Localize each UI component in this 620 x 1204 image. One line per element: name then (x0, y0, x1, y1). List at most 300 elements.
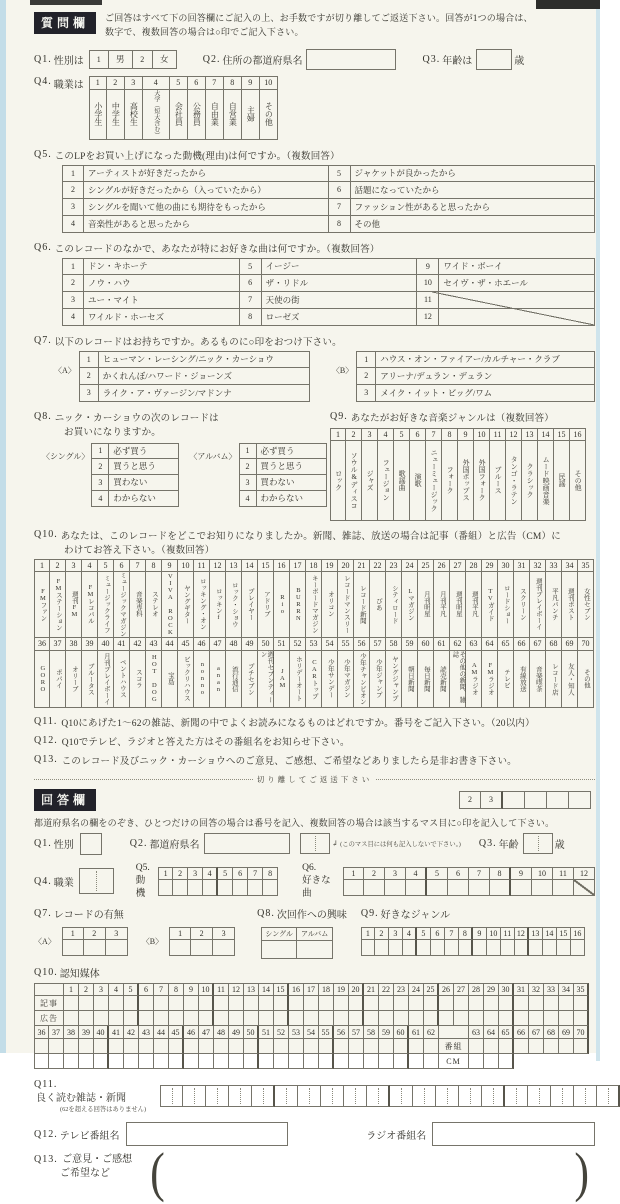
media-number[interactable]: 14 (242, 559, 258, 572)
media-answer-cell[interactable] (304, 1039, 319, 1054)
media-answer-cell[interactable] (184, 1039, 199, 1054)
media-number[interactable]: 35 (578, 559, 594, 572)
song-answer-cell[interactable] (406, 880, 427, 896)
media-answer-cell[interactable] (79, 1054, 94, 1069)
media-answer-cell[interactable] (379, 1039, 394, 1054)
media-answer-cell[interactable] (394, 996, 409, 1011)
genre-answer-cell[interactable] (445, 940, 459, 956)
media-answer-cell[interactable] (529, 1039, 544, 1054)
media-number[interactable]: 65 (498, 638, 514, 651)
song-answer-cell[interactable] (448, 880, 469, 896)
media-number[interactable]: 56 (354, 638, 370, 651)
media-number[interactable]: 62 (450, 638, 466, 651)
media-answer-cell[interactable] (349, 1054, 364, 1069)
intent-number[interactable]: 1 (91, 443, 109, 459)
media-number[interactable]: 13 (226, 559, 242, 572)
media-answer-cell[interactable] (184, 996, 199, 1011)
magazine-answer-cell[interactable] (367, 1085, 390, 1107)
media-answer-cell[interactable] (274, 1039, 289, 1054)
media-answer-cell[interactable] (349, 1011, 364, 1026)
media-number[interactable]: 22 (370, 559, 386, 572)
genre-answer-cell[interactable] (515, 940, 529, 956)
media-number[interactable]: 31 (514, 559, 530, 572)
media-number[interactable]: 19 (322, 559, 338, 572)
media-number[interactable]: 46 (194, 638, 210, 651)
media-number[interactable]: 36 (34, 638, 50, 651)
genre-answer-cell[interactable] (473, 940, 487, 956)
media-number[interactable]: 5 (98, 559, 114, 572)
intent-number[interactable]: 2 (91, 459, 109, 475)
genre-answer-cell[interactable] (459, 940, 473, 956)
song-number[interactable]: 12 (417, 309, 439, 326)
occupation-number[interactable]: 8 (224, 76, 242, 90)
sex-option-number[interactable]: 1 (89, 50, 109, 69)
media-answer-cell[interactable] (199, 1011, 214, 1026)
media-number[interactable]: 52 (290, 638, 306, 651)
media-answer-cell[interactable] (574, 1011, 589, 1026)
magazine-answer-cell[interactable] (298, 1085, 321, 1107)
genre-number[interactable]: 7 (426, 428, 442, 441)
motive-number[interactable]: 2 (62, 182, 84, 199)
media-number[interactable]: 32 (530, 559, 546, 572)
song-number[interactable]: 6 (240, 275, 262, 292)
song-number[interactable]: 7 (240, 292, 262, 309)
media-answer-cell[interactable] (124, 1054, 139, 1069)
media-answer-cell[interactable] (49, 1039, 64, 1054)
next-release-cell[interactable] (297, 941, 333, 959)
media-answer-cell[interactable] (274, 996, 289, 1011)
occupation-number[interactable]: 4 (143, 76, 170, 90)
genre-answer-cell[interactable] (403, 940, 417, 956)
song-number[interactable]: 5 (240, 258, 262, 275)
comments-input-area[interactable] (165, 1153, 575, 1187)
media-answer-cell[interactable] (94, 1039, 109, 1054)
song-answer-cell[interactable] (427, 880, 448, 896)
media-number[interactable]: 40 (98, 638, 114, 651)
media-number[interactable]: 20 (338, 559, 354, 572)
motive-number[interactable]: 7 (329, 199, 351, 216)
magazine-answer-cell[interactable] (321, 1085, 344, 1107)
media-number[interactable]: 21 (354, 559, 370, 572)
record-b-answer-cell[interactable] (191, 940, 213, 956)
prefecture-answer-box[interactable] (204, 833, 290, 854)
song-number[interactable]: 8 (240, 309, 262, 326)
media-answer-cell[interactable] (109, 996, 124, 1011)
media-answer-cell[interactable] (469, 1054, 484, 1069)
media-answer-cell[interactable] (304, 1054, 319, 1069)
media-answer-cell[interactable] (199, 996, 214, 1011)
media-answer-cell[interactable] (139, 1054, 154, 1069)
intent-number[interactable]: 3 (239, 475, 257, 491)
media-answer-cell[interactable] (274, 1054, 289, 1069)
media-answer-cell[interactable] (109, 1054, 124, 1069)
media-answer-cell[interactable] (514, 1011, 529, 1026)
media-number[interactable]: 49 (242, 638, 258, 651)
song-number[interactable]: 3 (62, 292, 84, 309)
media-number[interactable]: 3 (66, 559, 82, 572)
media-answer-cell[interactable] (559, 1011, 574, 1026)
media-answer-cell[interactable] (289, 996, 304, 1011)
record-a-answer-cell[interactable] (106, 940, 128, 956)
media-answer-cell[interactable] (544, 1011, 559, 1026)
media-number[interactable]: 39 (82, 638, 98, 651)
media-answer-cell[interactable] (214, 996, 229, 1011)
magazine-answer-cell[interactable] (459, 1085, 482, 1107)
occupation-number[interactable]: 6 (188, 76, 206, 90)
media-answer-cell[interactable] (379, 1054, 394, 1069)
magazine-answer-cell[interactable] (344, 1085, 367, 1107)
media-answer-cell[interactable] (484, 996, 499, 1011)
song-answer-cell[interactable] (532, 880, 553, 896)
media-answer-cell[interactable] (454, 1011, 469, 1026)
occupation-number[interactable]: 3 (125, 76, 143, 90)
media-answer-cell[interactable] (169, 996, 184, 1011)
media-number[interactable]: 48 (226, 638, 242, 651)
prefecture-code-box[interactable] (300, 833, 330, 854)
genre-number[interactable]: 3 (362, 428, 378, 441)
intent-number[interactable]: 1 (239, 443, 257, 459)
media-answer-cell[interactable] (334, 996, 349, 1011)
motive-answer-cell[interactable] (188, 880, 203, 896)
genre-number[interactable]: 16 (570, 428, 586, 441)
media-answer-cell[interactable] (214, 1054, 229, 1069)
media-answer-cell[interactable] (94, 1054, 109, 1069)
media-answer-cell[interactable] (484, 1011, 499, 1026)
media-number[interactable]: 10 (178, 559, 194, 572)
media-number[interactable]: 4 (82, 559, 98, 572)
genre-number[interactable]: 6 (410, 428, 426, 441)
media-answer-cell[interactable] (244, 996, 259, 1011)
motive-answer-cell[interactable] (263, 880, 278, 896)
media-answer-cell[interactable] (229, 996, 244, 1011)
media-answer-cell[interactable] (529, 996, 544, 1011)
song-number[interactable]: 9 (417, 258, 439, 275)
genre-number[interactable]: 13 (522, 428, 538, 441)
media-answer-cell[interactable] (184, 1054, 199, 1069)
media-number[interactable]: 30 (498, 559, 514, 572)
magazine-answer-cell[interactable] (436, 1085, 459, 1107)
media-answer-cell[interactable] (109, 1039, 124, 1054)
media-answer-cell[interactable] (214, 1011, 229, 1026)
media-answer-cell[interactable] (559, 996, 574, 1011)
media-answer-cell[interactable] (484, 1054, 499, 1069)
media-answer-cell[interactable] (64, 1054, 79, 1069)
media-number[interactable]: 7 (130, 559, 146, 572)
media-answer-cell[interactable] (49, 1054, 64, 1069)
media-number[interactable]: 12 (210, 559, 226, 572)
genre-number[interactable]: 2 (346, 428, 362, 441)
media-answer-cell[interactable] (289, 1054, 304, 1069)
media-answer-cell[interactable] (259, 1011, 274, 1026)
media-answer-cell[interactable] (439, 996, 454, 1011)
media-answer-cell[interactable] (364, 1011, 379, 1026)
sex-option-number[interactable]: 2 (133, 50, 153, 69)
media-answer-cell[interactable] (169, 1039, 184, 1054)
magazine-answer-cell[interactable] (413, 1085, 436, 1107)
genre-number[interactable]: 12 (506, 428, 522, 441)
media-number[interactable]: 8 (146, 559, 162, 572)
media-answer-cell[interactable] (409, 996, 424, 1011)
media-number[interactable]: 42 (130, 638, 146, 651)
intent-number[interactable]: 4 (239, 491, 257, 507)
media-answer-cell[interactable] (34, 1039, 49, 1054)
magazine-answer-cell[interactable] (229, 1085, 252, 1107)
song-number[interactable]: 2 (62, 275, 84, 292)
media-number[interactable]: 67 (530, 638, 546, 651)
media-number[interactable]: 50 (258, 638, 274, 651)
song-answer-cell[interactable] (385, 880, 406, 896)
genre-number[interactable]: 1 (330, 428, 346, 441)
motive-answer-cell[interactable] (173, 880, 188, 896)
genre-number[interactable]: 5 (394, 428, 410, 441)
media-answer-cell[interactable] (199, 1039, 214, 1054)
occupation-number[interactable]: 7 (206, 76, 224, 90)
media-answer-cell[interactable] (229, 1054, 244, 1069)
media-number[interactable]: 63 (466, 638, 482, 651)
media-number[interactable]: 37 (50, 638, 66, 651)
magazine-answer-cell[interactable] (551, 1085, 574, 1107)
genre-answer-cell[interactable] (543, 940, 557, 956)
media-answer-cell[interactable] (349, 996, 364, 1011)
media-answer-cell[interactable] (379, 1011, 394, 1026)
song-answer-cell[interactable] (574, 880, 595, 896)
magazine-answer-cell[interactable] (206, 1085, 229, 1107)
sex-answer-box[interactable] (80, 833, 102, 855)
media-number[interactable]: 25 (418, 559, 434, 572)
media-answer-cell[interactable] (94, 1011, 109, 1026)
media-answer-cell[interactable] (364, 996, 379, 1011)
magazine-answer-cell[interactable] (183, 1085, 206, 1107)
magazine-answer-cell[interactable] (275, 1085, 298, 1107)
genre-number[interactable]: 10 (474, 428, 490, 441)
code-cell[interactable] (547, 791, 569, 809)
genre-answer-cell[interactable] (389, 940, 403, 956)
media-answer-cell[interactable] (304, 996, 319, 1011)
genre-answer-cell[interactable] (571, 940, 585, 956)
magazine-answer-cell[interactable] (597, 1085, 620, 1107)
media-number[interactable]: 54 (322, 638, 338, 651)
age-input[interactable] (476, 49, 512, 70)
motive-number[interactable]: 3 (62, 199, 84, 216)
media-answer-cell[interactable] (424, 1054, 439, 1069)
media-number[interactable]: 47 (210, 638, 226, 651)
media-answer-cell[interactable] (244, 1039, 259, 1054)
intent-number[interactable]: 3 (91, 475, 109, 491)
media-number[interactable]: 53 (306, 638, 322, 651)
media-answer-cell[interactable] (124, 1011, 139, 1026)
media-number[interactable]: 17 (290, 559, 306, 572)
media-number[interactable]: 6 (114, 559, 130, 572)
motive-number[interactable]: 4 (62, 216, 84, 233)
media-answer-cell[interactable] (529, 1011, 544, 1026)
media-number[interactable]: 34 (562, 559, 578, 572)
media-number[interactable]: 44 (162, 638, 178, 651)
genre-answer-cell[interactable] (557, 940, 571, 956)
magazine-answer-cell[interactable] (528, 1085, 551, 1107)
motive-number[interactable]: 5 (329, 165, 351, 182)
media-answer-cell[interactable] (514, 996, 529, 1011)
media-answer-cell[interactable] (484, 1039, 499, 1054)
magazine-answer-cell[interactable] (160, 1085, 183, 1107)
media-number[interactable]: 33 (546, 559, 562, 572)
media-number[interactable]: 15 (258, 559, 274, 572)
media-number[interactable]: 16 (274, 559, 290, 572)
media-answer-cell[interactable] (499, 996, 514, 1011)
media-number[interactable]: 1 (34, 559, 50, 572)
motive-answer-cell[interactable] (218, 880, 233, 896)
code-cell[interactable] (569, 791, 591, 809)
media-answer-cell[interactable] (79, 1011, 94, 1026)
media-answer-cell[interactable] (169, 1011, 184, 1026)
media-number[interactable]: 58 (386, 638, 402, 651)
genre-answer-cell[interactable] (501, 940, 515, 956)
media-answer-cell[interactable] (34, 1054, 49, 1069)
media-answer-cell[interactable] (439, 1011, 454, 1026)
media-number[interactable]: 45 (178, 638, 194, 651)
media-answer-cell[interactable] (244, 1011, 259, 1026)
media-number[interactable]: 59 (402, 638, 418, 651)
code-cell[interactable] (525, 791, 547, 809)
song-number[interactable]: 11 (417, 292, 439, 309)
media-number[interactable]: 11 (194, 559, 210, 572)
media-answer-cell[interactable] (574, 996, 589, 1011)
radio-program-input[interactable] (432, 1122, 595, 1146)
occupation-number[interactable]: 1 (89, 76, 107, 90)
magazine-answer-cell[interactable] (252, 1085, 275, 1107)
motive-number[interactable]: 8 (329, 216, 351, 233)
media-answer-cell[interactable] (259, 1054, 274, 1069)
media-answer-cell[interactable] (334, 1054, 349, 1069)
motive-number[interactable]: 1 (62, 165, 84, 182)
genre-number[interactable]: 4 (378, 428, 394, 441)
media-answer-cell[interactable] (394, 1011, 409, 1026)
genre-answer-cell[interactable] (417, 940, 431, 956)
media-answer-cell[interactable] (544, 996, 559, 1011)
record-b-answer-cell[interactable] (169, 940, 191, 956)
song-answer-cell[interactable] (490, 880, 511, 896)
intent-number[interactable]: 2 (239, 459, 257, 475)
media-answer-cell[interactable] (64, 996, 79, 1011)
record-a-number[interactable]: 1 (79, 351, 99, 368)
song-answer-cell[interactable] (553, 880, 574, 896)
media-answer-cell[interactable] (259, 1039, 274, 1054)
media-answer-cell[interactable] (409, 1011, 424, 1026)
media-number[interactable]: 68 (546, 638, 562, 651)
media-answer-cell[interactable] (184, 1011, 199, 1026)
media-answer-cell[interactable] (334, 1039, 349, 1054)
song-number[interactable]: 1 (62, 258, 84, 275)
media-answer-cell[interactable] (364, 1054, 379, 1069)
media-answer-cell[interactable] (154, 996, 169, 1011)
media-answer-cell[interactable] (559, 1039, 574, 1054)
media-number[interactable]: 2 (50, 559, 66, 572)
media-answer-cell[interactable] (244, 1054, 259, 1069)
song-number[interactable]: 10 (417, 275, 439, 292)
media-answer-cell[interactable] (364, 1039, 379, 1054)
media-answer-cell[interactable] (274, 1011, 289, 1026)
record-a-answer-cell[interactable] (84, 940, 106, 956)
media-answer-cell[interactable] (94, 996, 109, 1011)
occupation-number[interactable]: 5 (170, 76, 188, 90)
genre-number[interactable]: 9 (458, 428, 474, 441)
occupation-number[interactable]: 9 (242, 76, 260, 90)
magazine-answer-cell[interactable] (574, 1085, 597, 1107)
media-answer-cell[interactable] (574, 1039, 589, 1054)
media-answer-cell[interactable] (139, 996, 154, 1011)
record-a-number[interactable]: 2 (79, 368, 99, 385)
record-b-number[interactable]: 3 (356, 385, 376, 402)
media-number[interactable]: 38 (66, 638, 82, 651)
media-answer-cell[interactable] (124, 996, 139, 1011)
occupation-answer-box[interactable] (79, 868, 114, 894)
age-answer-box[interactable] (523, 833, 553, 854)
media-number[interactable]: 24 (402, 559, 418, 572)
media-answer-cell[interactable] (394, 1054, 409, 1069)
media-number[interactable]: 70 (578, 638, 594, 651)
genre-number[interactable]: 11 (490, 428, 506, 441)
media-answer-cell[interactable] (304, 1011, 319, 1026)
media-answer-cell[interactable] (424, 996, 439, 1011)
record-a-answer-cell[interactable] (62, 940, 84, 956)
prefecture-input[interactable] (306, 49, 396, 70)
media-answer-cell[interactable] (379, 996, 394, 1011)
motive-answer-cell[interactable] (158, 880, 173, 896)
media-answer-cell[interactable] (499, 1054, 514, 1069)
motive-answer-cell[interactable] (203, 880, 218, 896)
occupation-number[interactable]: 2 (107, 76, 125, 90)
media-answer-cell[interactable] (79, 1039, 94, 1054)
media-answer-cell[interactable] (499, 1011, 514, 1026)
media-answer-cell[interactable] (319, 1054, 334, 1069)
media-answer-cell[interactable] (289, 1011, 304, 1026)
media-number[interactable]: 57 (370, 638, 386, 651)
genre-answer-cell[interactable] (431, 940, 445, 956)
media-number[interactable]: 9 (162, 559, 178, 572)
media-number[interactable]: 26 (434, 559, 450, 572)
song-number[interactable]: 4 (62, 309, 84, 326)
song-answer-cell[interactable] (469, 880, 490, 896)
song-answer-cell[interactable] (343, 880, 364, 896)
media-number[interactable]: 23 (386, 559, 402, 572)
motive-answer-cell[interactable] (233, 880, 248, 896)
media-answer-cell[interactable] (319, 1039, 334, 1054)
media-answer-cell[interactable] (139, 1011, 154, 1026)
genre-answer-cell[interactable] (487, 940, 501, 956)
media-answer-cell[interactable] (319, 996, 334, 1011)
media-number[interactable]: 69 (562, 638, 578, 651)
media-answer-cell[interactable] (229, 1039, 244, 1054)
media-number[interactable]: 61 (434, 638, 450, 651)
record-a-number[interactable]: 3 (79, 385, 99, 402)
media-answer-cell[interactable] (199, 1054, 214, 1069)
media-answer-cell[interactable] (154, 1039, 169, 1054)
record-b-number[interactable]: 1 (356, 351, 376, 368)
magazine-answer-cell[interactable] (390, 1085, 413, 1107)
media-answer-cell[interactable] (349, 1039, 364, 1054)
media-answer-cell[interactable] (124, 1039, 139, 1054)
media-answer-cell[interactable] (79, 996, 94, 1011)
genre-answer-cell[interactable] (361, 940, 375, 956)
media-answer-cell[interactable] (214, 1039, 229, 1054)
media-answer-cell[interactable] (424, 1011, 439, 1026)
motive-answer-cell[interactable] (248, 880, 263, 896)
record-b-number[interactable]: 2 (356, 368, 376, 385)
media-answer-cell[interactable] (229, 1011, 244, 1026)
media-answer-cell[interactable] (289, 1039, 304, 1054)
media-answer-cell[interactable] (469, 996, 484, 1011)
media-answer-cell[interactable] (394, 1039, 409, 1054)
media-answer-cell[interactable] (409, 1039, 424, 1054)
